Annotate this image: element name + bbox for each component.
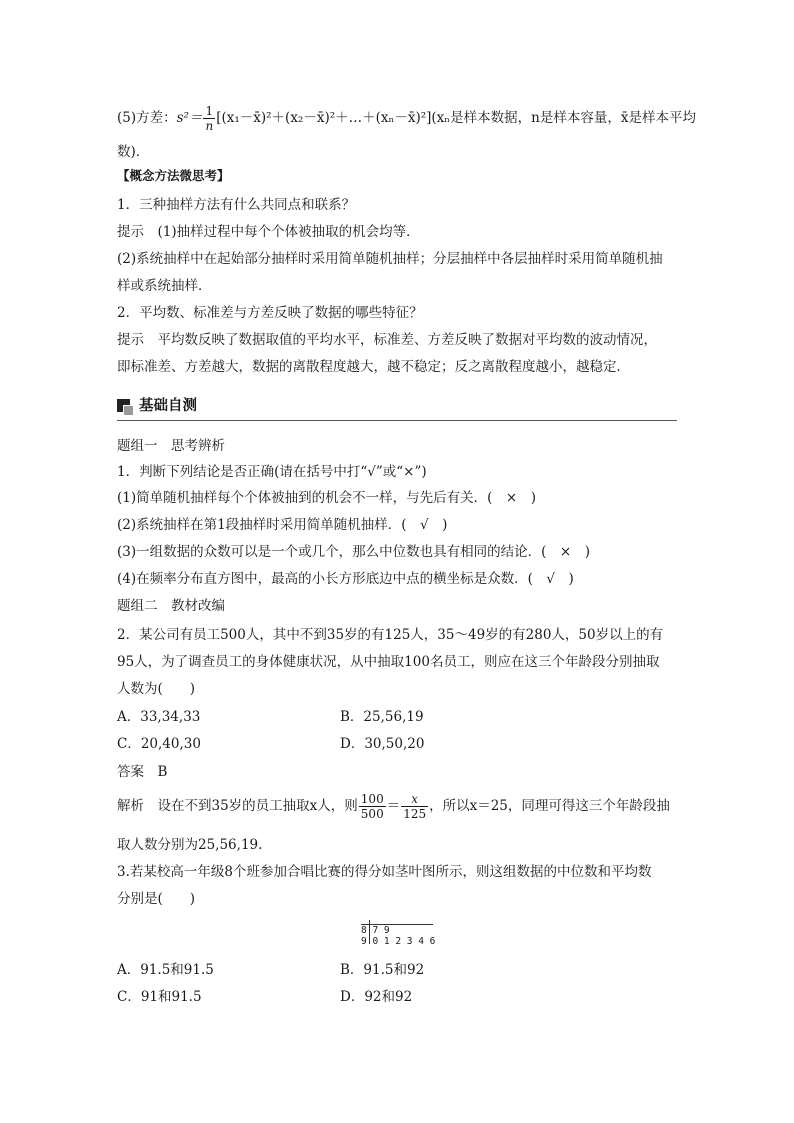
judge-intro: 1．判断下列结论是否正确(请在括号中打“√”或“×”) <box>117 464 427 480</box>
option-d: D．92和92 <box>340 989 413 1005</box>
problem-2-line3: 人数为( ) <box>117 681 196 697</box>
question-1-hint-line2: (2)系统抽样中在起始部分抽样时采用简单随机抽样；分层抽样中各层抽样时采用简单随机抽 <box>117 251 663 267</box>
problem-3-line2: 分别是( ) <box>117 891 196 907</box>
question-2-hint-line2: 即标准差、方差越大，数据的离散程度越大，越不稳定；反之离散程度越小，越稳定． <box>117 359 630 375</box>
analysis-tail: ，所以x＝25，同理可得这三个年龄段抽 <box>429 798 670 814</box>
variance-line <box>117 104 696 133</box>
section-heading <box>117 396 205 418</box>
variance-cont: 数)． <box>117 144 150 160</box>
analysis-line2: 取人数分别为25,56,19. <box>117 837 263 853</box>
question-1: 1．三种抽样方法有什么共同点和联系？ <box>117 197 356 213</box>
variance-fraction: $\frac{1}{n}$ <box>205 104 214 133</box>
option-c: C．91和91.5 <box>117 989 202 1005</box>
section-divider <box>117 420 677 421</box>
analysis-lead: 解析 设在不到35岁的员工抽取x人，则 <box>117 798 358 814</box>
option-d: D．30,50,20 <box>340 736 425 752</box>
option-a: A．91.5和91.5 <box>117 962 214 978</box>
problem-2-line1: 2．某公司有员工500人，其中不到35岁的有125人，35～49岁的有280人，50岁以上的有 <box>117 627 664 643</box>
concept-title: 【概念方法微思考】 <box>117 168 230 183</box>
question-1-hint-line3: 样或系统抽样． <box>117 278 212 294</box>
section-title: 基础自测 <box>139 398 197 414</box>
stem-leaf-row: 9 0 1 2 3 4 6 <box>361 936 436 947</box>
question-1-hint: 提示 (1)抽样过程中每个个体被抽取的机会均等． <box>117 224 420 240</box>
group-1-title: 题组一 思考辨析 <box>117 438 225 454</box>
question-2-hint: 提示 平均数反映了数据取值的平均水平，标准差、方差反映了数据对平均数的波动情况， <box>117 332 657 348</box>
option-b: B．91.5和92 <box>340 962 425 978</box>
group-2-title: 题组二 教材改编 <box>117 598 225 614</box>
variance-lead: (5)方差： <box>117 110 177 126</box>
analysis-line1: 解析 设在不到35岁的员工抽取x人，则 $\frac{100}{500}$ ＝ $\frac{x}{125}$ ，所以x＝25，同理可得这三个年龄段抽 <box>117 792 670 821</box>
variance-body: [(x₁－x̄)²＋(x₂－x̄)²＋…＋(xₙ－x̄)²](xₙ是样本数据，n是样本容量，x̄是样本平均 <box>216 110 696 126</box>
judge-item: (1)简单随机抽样每个个体被抽到的机会不一样，与先后有关．( × ) <box>117 490 536 506</box>
judge-item: (2)系统抽样在第1段抽样时采用简单随机抽样．( √ ) <box>117 517 448 533</box>
option-a: A．33,34,33 <box>117 709 201 725</box>
problem-3-line1: 3.若某校高一年级8个班参加合唱比赛的得分如茎叶图所示，则这组数据的中位数和平均数 <box>117 864 652 880</box>
option-c: C．20,40,30 <box>117 736 201 752</box>
option-b: B．25,56,19 <box>340 709 424 725</box>
judge-item: (3)一组数据的众数可以是一个或几个，那么中位数也具有相同的结论．( × ) <box>117 544 590 560</box>
problem-2-line2: 95人，为了调查员工的身体健康状况，从中抽取100名员工，则应在这三个年龄段分别抽取 <box>117 654 660 670</box>
answer: 答案 B <box>117 764 168 780</box>
stem-leaf-row: 8 7 9 <box>361 925 390 936</box>
question-2: 2．平均数、标准差与方差反映了数据的哪些特征？ <box>117 305 423 321</box>
stem-leaf-plot <box>361 920 436 947</box>
analysis-fraction-2: $\frac{x}{125}$ <box>403 792 427 821</box>
variance-formula: s²＝ <box>176 110 203 126</box>
judge-item: (4)在频率分布直方图中，最高的小长方形底边中点的横坐标是众数．( √ ) <box>117 571 574 587</box>
analysis-fraction-1: $\frac{100}{500}$ <box>360 792 384 821</box>
